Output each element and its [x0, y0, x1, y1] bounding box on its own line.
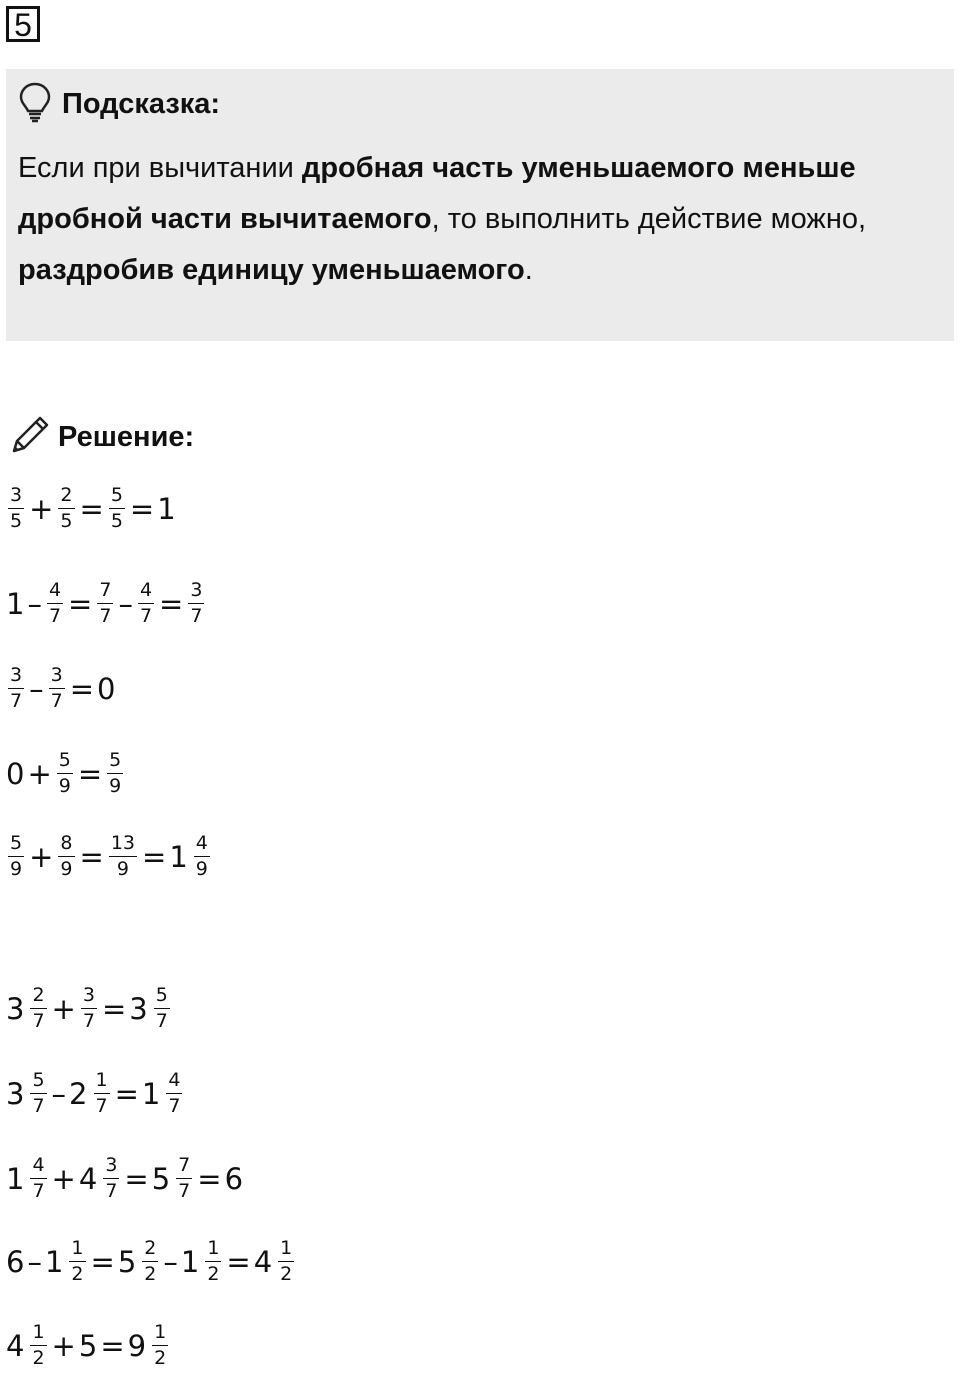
fraction [205, 1238, 221, 1285]
whole-part: 1 [169, 839, 188, 874]
fraction [107, 750, 123, 797]
fraction-bar [205, 1261, 221, 1262]
fraction-bar [152, 1345, 168, 1346]
whole-part: 9 [127, 1328, 147, 1363]
operator: = [79, 839, 104, 874]
denominator: 9 [10, 858, 23, 881]
denominator: 7 [48, 605, 62, 628]
numerator: 5 [32, 1069, 45, 1091]
denominator: 2 [280, 1263, 293, 1286]
operator: = [79, 491, 104, 526]
numerator: 4 [48, 579, 62, 601]
fraction [47, 580, 63, 627]
numerator: 1 [32, 1321, 45, 1343]
fraction [278, 1238, 294, 1285]
hint-title: Подсказка: [62, 88, 221, 120]
fraction-bar [58, 508, 74, 509]
operator: + [27, 756, 52, 791]
whole-part: 1 [44, 1244, 64, 1279]
numerator: 1 [207, 1237, 220, 1259]
whole-part: 1 [141, 1076, 161, 1111]
operator: – [163, 1244, 178, 1279]
number: 5 [78, 1328, 98, 1363]
fraction-bar [81, 1008, 97, 1009]
numerator: 3 [10, 664, 23, 686]
fraction-bar [154, 1008, 170, 1009]
fraction-bar [138, 603, 154, 604]
operator: = [69, 671, 94, 706]
numerator: 3 [190, 579, 203, 601]
fraction [30, 985, 46, 1032]
numerator: 4 [32, 1154, 45, 1176]
equation-9 [6, 1238, 296, 1285]
denominator: 9 [195, 858, 208, 881]
fraction-bar [57, 773, 73, 774]
operator: – [118, 586, 133, 621]
fraction [166, 1070, 182, 1117]
fraction [81, 985, 97, 1032]
operator: = [124, 1161, 149, 1196]
operator: – [29, 671, 44, 706]
numerator: 5 [110, 484, 123, 506]
operator: = [129, 491, 155, 526]
fraction-bar [30, 1178, 46, 1179]
fraction [97, 580, 113, 627]
fraction [194, 833, 210, 880]
hint-text-bold: дробная часть уменьшаемого меньше дробной части вычитаемого [18, 152, 856, 235]
fraction-bar [49, 688, 65, 689]
denominator: 9 [58, 775, 71, 798]
fraction [109, 485, 125, 532]
operator: + [29, 839, 54, 874]
number: 6 [6, 1244, 25, 1279]
whole-part: 4 [253, 1244, 273, 1279]
denominator: 9 [116, 858, 129, 881]
fraction [103, 1155, 119, 1202]
denominator: 7 [178, 1180, 191, 1203]
operator: = [101, 991, 127, 1026]
fraction [49, 665, 65, 712]
denominator: 7 [82, 1010, 95, 1033]
fraction [8, 665, 24, 712]
denominator: 7 [168, 1095, 181, 1118]
denominator: 2 [154, 1347, 167, 1370]
fraction [188, 580, 204, 627]
fraction [152, 1322, 168, 1369]
denominator: 7 [32, 1095, 45, 1118]
equation-4 [6, 750, 125, 797]
operator: – [27, 586, 42, 621]
numerator: 1 [280, 1237, 293, 1259]
fraction [58, 485, 74, 532]
whole-part: 3 [129, 991, 148, 1026]
denominator: 7 [50, 690, 63, 713]
fraction-bar [47, 603, 63, 604]
numerator: 7 [178, 1154, 191, 1176]
equation-1 [6, 485, 176, 532]
task-number: 5 [6, 6, 40, 42]
operator: + [51, 1328, 76, 1363]
denominator: 9 [60, 858, 73, 881]
hint-text-part: , то выполнить действие можно, [431, 203, 867, 235]
pencil-icon [8, 413, 52, 462]
denominator: 7 [10, 690, 23, 713]
fraction-bar [30, 1345, 46, 1346]
number: 0 [97, 671, 116, 706]
numerator: 5 [109, 749, 122, 771]
fraction-bar [30, 1008, 46, 1009]
denominator: 7 [32, 1010, 45, 1033]
numerator: 1 [154, 1321, 167, 1343]
fraction [154, 985, 170, 1032]
hint-text [18, 143, 938, 296]
whole-part: 3 [6, 991, 25, 1026]
whole-part: 1 [6, 1161, 25, 1196]
fraction-bar [8, 688, 24, 689]
operator: = [68, 586, 93, 621]
denominator: 9 [109, 775, 122, 798]
fraction-bar [166, 1093, 182, 1094]
denominator: 7 [95, 1095, 108, 1118]
numerator: 4 [139, 579, 153, 601]
number: 0 [6, 756, 25, 791]
fraction-bar [8, 508, 24, 509]
whole-part: 4 [6, 1328, 25, 1363]
hint-text-part: . [524, 254, 533, 286]
fraction-bar [30, 1093, 46, 1094]
numerator: 1 [95, 1069, 108, 1091]
whole-part: 1 [180, 1244, 200, 1279]
fraction [30, 1155, 46, 1202]
operator: = [159, 586, 184, 621]
numerator: 2 [32, 984, 45, 1006]
whole-part: 3 [6, 1076, 25, 1111]
denominator: 2 [71, 1263, 84, 1286]
hint-box [6, 69, 954, 341]
numerator: 4 [195, 832, 208, 854]
numerator: 3 [105, 1154, 118, 1176]
fraction-bar [69, 1261, 85, 1262]
fraction-bar [194, 856, 210, 857]
operator: = [90, 1244, 115, 1279]
operator: – [51, 1076, 67, 1111]
fraction [176, 1155, 192, 1202]
number: 1 [157, 491, 176, 526]
fraction-bar [278, 1261, 294, 1262]
equation-6 [6, 985, 172, 1032]
hint-header [18, 81, 220, 128]
solution-header [8, 413, 194, 462]
fraction [57, 750, 73, 797]
hint-text-part: Если при вычитании [18, 152, 302, 184]
numerator: 8 [60, 832, 73, 854]
fraction-bar [176, 1178, 192, 1179]
denominator: 2 [207, 1263, 220, 1286]
whole-part: 2 [69, 1076, 88, 1111]
operator: = [114, 1076, 139, 1111]
fraction-bar [107, 773, 123, 774]
fraction-bar [94, 1093, 110, 1094]
operator: = [197, 1161, 222, 1196]
operator: – [27, 1244, 42, 1279]
whole-part: 4 [78, 1161, 98, 1196]
denominator: 7 [155, 1010, 168, 1033]
operator: + [51, 991, 76, 1026]
denominator: 2 [144, 1263, 157, 1286]
operator: + [51, 1161, 76, 1196]
denominator: 5 [110, 510, 123, 533]
fraction [58, 833, 74, 880]
operator: = [100, 1328, 125, 1363]
solution-title: Решение: [58, 421, 195, 453]
equation-10 [6, 1322, 170, 1369]
fraction [30, 1322, 46, 1369]
fraction [138, 580, 154, 627]
numerator: 5 [155, 984, 168, 1006]
whole-part: 5 [117, 1244, 137, 1279]
denominator: 5 [60, 510, 73, 533]
numerator: 1 [71, 1237, 84, 1259]
number: 1 [6, 586, 25, 621]
fraction [94, 1070, 110, 1117]
numerator: 3 [50, 664, 63, 686]
whole-part: 5 [151, 1161, 171, 1196]
hint-text-bold: раздробив единицу уменьшаемого [18, 254, 525, 286]
denominator: 7 [105, 1180, 118, 1203]
fraction [30, 1070, 46, 1117]
numerator: 2 [144, 1237, 157, 1259]
operator: = [226, 1244, 251, 1279]
equation-7 [6, 1070, 184, 1117]
denominator: 7 [139, 605, 153, 628]
fraction-bar [97, 603, 113, 604]
operator: = [77, 756, 103, 791]
numerator: 2 [60, 484, 73, 506]
denominator: 7 [32, 1180, 45, 1203]
fraction [8, 485, 24, 532]
numerator: 5 [10, 832, 23, 854]
numerator: 7 [99, 579, 112, 601]
numerator: 13 [110, 832, 135, 854]
fraction [69, 1238, 85, 1285]
equation-3 [6, 665, 115, 712]
equation-5 [6, 833, 212, 880]
fraction-bar [188, 603, 204, 604]
numerator: 3 [82, 984, 95, 1006]
operator: = [142, 839, 167, 874]
denominator: 2 [32, 1347, 45, 1370]
fraction-bar [58, 856, 74, 857]
lightbulb-icon [18, 81, 52, 128]
fraction-bar [103, 1178, 119, 1179]
fraction-bar [109, 856, 137, 857]
numerator: 4 [168, 1069, 181, 1091]
fraction [8, 833, 24, 880]
fraction-bar [142, 1261, 158, 1262]
fraction [142, 1238, 158, 1285]
fraction-bar [109, 508, 125, 509]
denominator: 7 [99, 605, 112, 628]
number: 6 [224, 1161, 244, 1196]
denominator: 5 [10, 510, 23, 533]
denominator: 7 [190, 605, 203, 628]
equation-2 [6, 580, 206, 627]
numerator: 3 [10, 484, 23, 506]
fraction-bar [8, 856, 24, 857]
fraction [109, 833, 137, 880]
numerator: 5 [58, 749, 71, 771]
equation-8 [6, 1155, 243, 1202]
operator: + [29, 491, 54, 526]
